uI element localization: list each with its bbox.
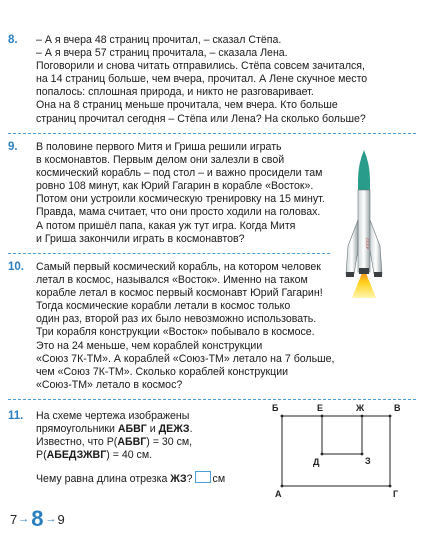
text-line: На схеме чертежа изображены (36, 410, 190, 422)
text-line: Правда, мама считает, что они просто ходили на головах. (36, 206, 321, 219)
task-number: 9. (8, 141, 18, 153)
text-line: А потом пришёл папа, какая уж тут игра. Когда Митя (36, 219, 296, 232)
text-line: Р(АБЕДЗЖВГ) = 40 см. (36, 449, 153, 462)
label-d: Д (313, 457, 320, 467)
right-booster (370, 220, 382, 274)
label-a: А (275, 489, 282, 499)
task-number: 10. (8, 261, 24, 273)
text-line: Поговорили и снова читать отправились. Стёпа совсем зачитался, (36, 60, 365, 73)
next-page-number[interactable]: 9 (57, 511, 65, 527)
text-line: – А я вчера 57 страниц прочитала, – сказала Лена. (36, 47, 288, 60)
page-navigation (10, 506, 65, 532)
nose-cone (358, 150, 370, 190)
point (321, 453, 324, 456)
arrow-right-icon: → (18, 513, 30, 525)
answer-box[interactable] (195, 471, 211, 483)
separator (8, 133, 416, 134)
label-v: В (394, 403, 401, 413)
rocket-body (358, 190, 370, 272)
text-line: «Союз 7К-ТМ». А кораблей «Союз-ТМ» летало на 7 больше, (36, 352, 335, 365)
prev-page-number[interactable]: 7 (10, 511, 18, 527)
task-8 (8, 34, 368, 126)
text-line: прямоугольники АБВГ и ДЕЖЗ. (36, 423, 193, 436)
text-line: Известно, что Р(АБВГ) = 30 см, (36, 436, 193, 449)
text-line: Тогда космические корабли летали в космос только (36, 300, 291, 313)
rectangle-abvg (282, 416, 390, 486)
text-line: Это на 24 меньше, чем кораблей конструкции (36, 339, 263, 352)
text-line: Три корабля конструкции «Восток» побывало в космосе. (36, 326, 315, 339)
separator (8, 253, 330, 254)
text-line: один раз, второй раз их было невозможно использовать. (36, 313, 317, 326)
text-line: В половине первого Митя и Гриша решили играть (36, 141, 282, 153)
point (389, 485, 392, 488)
text-line: в космонавтов. Первым делом они залезли в свой (36, 154, 285, 167)
task-number: 11. (8, 410, 24, 422)
text-line: «Союз-ТМ» летало в космос? (36, 378, 183, 391)
task-11 (8, 410, 226, 486)
text-line: страниц прочитал сегодня – Стёпа или Лена? На сколько больше? (36, 112, 366, 125)
rectangle-scheme (262, 400, 412, 500)
question-line: Чему равна длина отрезка ЖЗ? см (36, 473, 226, 486)
rectangle-dezhz (322, 416, 362, 454)
nozzle (346, 272, 354, 277)
task-9 (8, 141, 325, 246)
text-line: ровно 108 минут, как Юрий Гагарин в корабле «Восток». (36, 180, 314, 193)
point (281, 485, 284, 488)
text-line: и Гриша закончили играть в космонавтов? (36, 232, 245, 245)
point (321, 415, 324, 418)
current-page-number: 8 (31, 506, 44, 531)
text-line: Потом они устроили космическую тренировку на 15 минут. (36, 193, 325, 206)
text-line: чем «Союз 7К-ТМ». Сколько кораблей конструкции (36, 365, 289, 378)
arrow-right-icon: → (45, 513, 57, 525)
label-z: З (365, 456, 371, 466)
label-zh: Ж (356, 403, 365, 413)
label-g: Г (393, 489, 399, 499)
text-line: космический корабль – под стол – и важно просидели там (36, 167, 323, 180)
nozzle (359, 268, 369, 274)
point (361, 415, 364, 418)
text-line: корабле летал в космос первый космонавт Юрий Гагарин! (36, 287, 323, 300)
label-e: Е (317, 403, 324, 413)
text-line: Она на 8 страниц меньше прочитала, чем вчера. Кто больше (36, 99, 338, 112)
label-b: Б (272, 403, 279, 413)
text-line: – А я вчера 48 страниц прочитал, – сказал Стёпа. (36, 34, 282, 46)
text-line: попалось: сплошная природа, и никто не разговаривает. (36, 86, 314, 99)
text-line: на 14 страниц больше, чем вчера, прочитал. А Лене скучное место (36, 73, 368, 86)
left-booster (346, 220, 358, 274)
text-line: летал в космос, назывался «Восток». Именно на таком (36, 274, 308, 287)
rocket-lettering: СССР (365, 238, 370, 250)
task-10 (8, 261, 335, 392)
task-number: 8. (8, 34, 18, 46)
nozzle (374, 272, 382, 277)
rocket-illustration (332, 150, 396, 298)
point (361, 453, 364, 456)
text-line: Самый первый космический корабль, на котором человек (36, 261, 321, 273)
point (389, 415, 392, 418)
point (281, 415, 284, 418)
